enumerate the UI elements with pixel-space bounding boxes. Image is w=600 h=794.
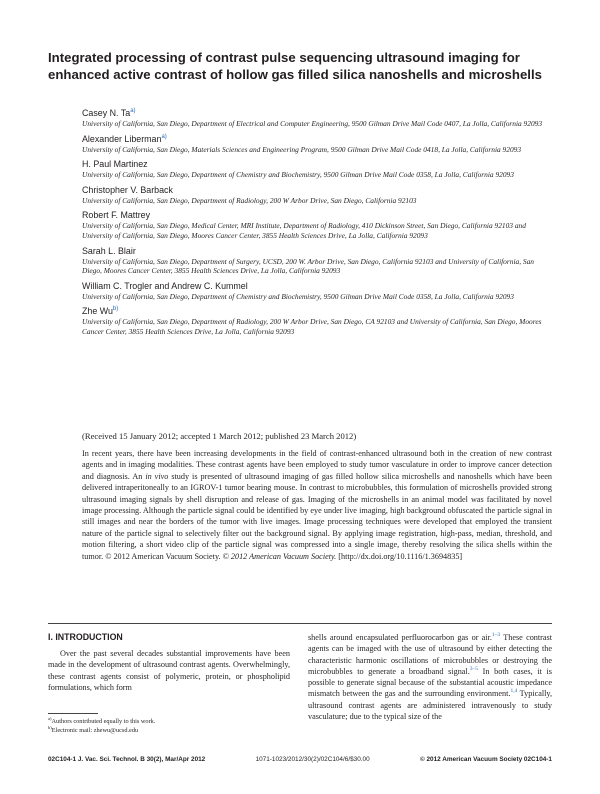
footnote: $^{a)}$Authors contributed equally to this work.	[48, 716, 156, 725]
paper-title: Integrated processing of contrast pulse sequencing ultrasound imaging for enhanced active contrast of hollow gas filled silica nanoshells and microshells	[48, 50, 542, 82]
author-affiliation: University of California, San Diego, Department of Radiology, 200 W Arbor Drive, San Diego, California 92103	[82, 195, 417, 205]
footnotes	[48, 717, 290, 735]
page-footer	[48, 756, 552, 763]
author-affiliation: University of California, San Diego, Department of Chemistry and Biochemistry, 9500 Gilman Drive Mail Code 0358, La Jolla, California 92093	[82, 170, 514, 180]
footer-issn: 1071-1023/2012/30(2)/02C104/6/$30.00	[255, 756, 370, 763]
author-block	[82, 108, 552, 129]
footnote-divider	[48, 713, 98, 714]
author-name: H. Paul Martinez	[82, 159, 148, 170]
author-affiliation: University of California, San Diego, Medical Center, MRI Institute, Department of Radiology, 410 Dickinson Street, San Diego, California 92103 and University of California, San Diego, Moores Cancer Center, 3855 Health Sciences Drive, La Jolla, California 92093	[82, 221, 526, 240]
author-block	[82, 281, 552, 302]
author-affiliation: University of California, San Diego, Department of Chemistry and Biochemistry, 9500 Gilman Drive Mail Code 0358, La Jolla, California 92093	[82, 291, 514, 301]
abstract: In recent years, there have been increasing developments in the field of contrast-enhanced ultrasound both in the creation of new contrast agents and in imaging modalities. These contrast agents have been employed to study tumor vasculature in order to improve cancer detection and diagnosis. An in vivo study is presented of ultrasound imaging of gas filled hollow silica microshells and nanoshells which have been delivered intraperitoneally to an IGROV-1 tumor bearing mouse. In contrast to microbubbles, this formulation of microshells provided strong ultrasound imaging signals by shell disruption and release of gas. Imaging of the microshells in an animal model was facilitated by novel image processing. Although the particle signal could be identified by eye under live imaging, high background obfuscated the particle signal in still images and near the borders of the tumor with live images. Image processing techniques were developed that employed the transient nature of the particle signal to selectively filter out the background signal. By applying image registration, high-pass, median, threshold, and motion filtering, a short video clip of the particle signal was compressed into a single image, thereby resolving the silica shells within the tumor. © 2012 American Vacuum Society. © 2012 American Vacuum Society. [http://dx.doi.org/10.1116/1.3694835]	[82, 449, 552, 561]
intro-right-column: shells around encapsulated perfluorocarbon gas or air.$^{1-3}$ These contrast agents can be imaged with the use of ultrasound by either detecting the characteristic harmonic oscillations of microbubbles or destroying the microbubbles to generate a broadband signal.$^{3-5}$ In both cases, it is possible to generate signal because of the substantial acoustic impedance mismatch between the gas and the surrounding environment.$^{1,4}$ Typically, ultrasound contrast agents are administered intravenously to study vasculature; due to the typical size of the	[308, 632, 552, 722]
footer-copyright: © 2012 American Vacuum Society 02C104-1	[419, 756, 552, 763]
author-affiliation: University of California, San Diego, Department of Electrical and Computer Engineering, 9500 Gilman Drive Mail Code 0407, La Jolla, California 92093	[82, 119, 543, 128]
author-footnote-mark[interactable]: b)	[112, 306, 119, 313]
author-affiliation: University of California, San Diego, Department of Surgery, UCSD, 200 W. Arbor Drive, San Diego, California 92103 and University of California, San Diego, Moores Cancer Center, 3855 Health Sciences Drive, La Jolla, California 92093	[82, 256, 534, 276]
section-heading: I. INTRODUCTION	[48, 632, 123, 642]
received-dates: (Received 15 January 2012; accepted 1 March 2012; published 23 March 2012)	[82, 431, 357, 441]
author-name: Casey N. Ta	[82, 108, 131, 118]
copyright-notice: © 2012 American Vacuum Society.	[222, 551, 337, 561]
intro-left-column: Over the past several decades substantial improvements have been made in the development of ultrasound contrast agents. Overwhelmingly, these contrast agents consist of polymeric, protein, or phospholipid formulations, which form	[48, 649, 290, 692]
author-name: Robert F. Mattrey	[82, 210, 151, 221]
author-block	[82, 134, 552, 155]
doi-link[interactable]: [http://dx.doi.org/10.1116/1.3694835]	[336, 551, 463, 561]
reference-link[interactable]: 1,4	[510, 688, 518, 695]
author-block	[82, 246, 552, 276]
author-affiliation: University of California, San Diego, Department of Radiology, 200 W Arbor Drive, San Diego, CA 92103 and University of California, San Diego, Moores Cancer Center, 3855 Health Sciences Drive, La Jolla, California 92093	[82, 317, 542, 336]
footnote: $^{b)}$Electronic mail: zhewu@ucsd.edu	[48, 725, 139, 734]
reference-link[interactable]: 1–3	[491, 632, 501, 638]
author-block	[82, 306, 552, 336]
author-list	[82, 108, 552, 342]
author-name: Christopher V. Barback	[82, 184, 173, 195]
author-block	[82, 159, 552, 180]
section-divider	[48, 623, 552, 624]
reference-link[interactable]: 3–5	[469, 665, 478, 672]
author-footnote-mark[interactable]: a)	[161, 133, 167, 140]
author-footnote-mark[interactable]: a)	[130, 108, 136, 114]
author-name: Sarah L. Blair	[82, 245, 136, 256]
author-block	[82, 185, 552, 206]
author-affiliation: University of California, San Diego, Materials Sciences and Engineering Program, 9500 Gilman Drive Mail Code 0418, La Jolla, California 92093	[82, 144, 522, 154]
author-name: Alexander Liberman	[82, 133, 162, 144]
author-name: Zhe Wu	[82, 306, 113, 317]
author-block	[82, 210, 552, 240]
author-name: William C. Trogler and Andrew C. Kummel	[82, 280, 248, 291]
footer-citation: 02C104-1 J. Vac. Sci. Technol. B 30(2), Mar/Apr 2012	[48, 756, 206, 763]
